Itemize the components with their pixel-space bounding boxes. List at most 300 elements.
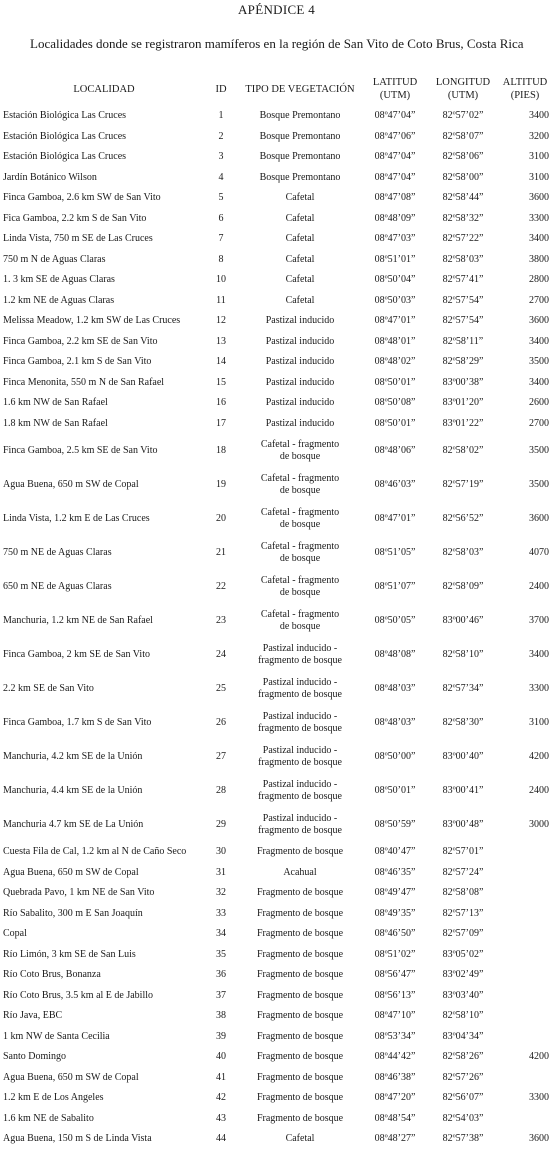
cell-localidad: Manchuria, 4.2 km SE de la Unión (3, 751, 143, 762)
table-row (3, 127, 551, 148)
cell-localidad: Cuesta Fila de Cal, 1.2 km al N de Caño Seco (3, 846, 187, 858)
vegetation-line-1: Cafetal (285, 192, 315, 204)
cell-localidad: Río Sabalito, 300 m E San Joaquín (3, 907, 143, 919)
cell-longitud: 83º04’34” (442, 1030, 484, 1042)
cell-localidad: 750 m NE de Aguas Claras (3, 547, 112, 558)
table-row (3, 393, 551, 414)
table-title: Localidades donde se registraron mamíferos en la región de San Vito de Coto Brus, Costa Rica (30, 36, 524, 51)
cell-id: 41 (216, 1071, 226, 1083)
cell-latitud: 08º48’03” (374, 717, 416, 728)
cell-tipo-vegetacion (237, 945, 363, 966)
cell-latitud: 08º46’35” (374, 866, 416, 878)
cell-longitud: 82º58’30” (442, 717, 484, 728)
vegetation-line-2: fragmento de bosque (258, 825, 342, 836)
cell-id: 27 (216, 751, 226, 762)
cell-tipo-vegetacion (237, 536, 363, 570)
cell-latitud: 08º48’08” (374, 649, 416, 660)
cell-tipo-vegetacion (237, 414, 363, 435)
vegetation-line-1: Pastizal inducido (265, 335, 335, 347)
cell-tipo-vegetacion (237, 1027, 363, 1048)
cell-tipo-vegetacion (237, 604, 363, 638)
header-longitud-unit: (UTM) (447, 90, 479, 101)
table-row (3, 311, 551, 332)
cell-id: 16 (216, 397, 226, 409)
header-altitud-label: ALTITUD (502, 77, 548, 88)
cell-id: 19 (216, 479, 226, 490)
cell-latitud: 08º46’38” (374, 1071, 416, 1083)
cell-longitud: 82º58’29” (442, 356, 484, 368)
cell-localidad: Estación Biológica Las Cruces (3, 110, 127, 122)
cell-latitud: 08º47’01” (374, 315, 416, 327)
header-altitud-unit: (PIES) (510, 90, 540, 101)
cell-tipo-vegetacion (237, 638, 363, 672)
cell-altitud: 3400 (529, 110, 549, 122)
cell-latitud: 08º51’02” (374, 948, 416, 960)
cell-longitud: 83º00’48” (442, 819, 484, 830)
cell-id: 36 (216, 969, 226, 981)
cell-altitud: 3300 (529, 683, 549, 694)
cell-id: 30 (216, 846, 226, 858)
cell-localidad: 650 m NE de Aguas Claras (3, 581, 112, 592)
cell-id: 34 (216, 928, 226, 940)
cell-longitud: 83º02’49” (442, 969, 484, 981)
cell-latitud: 08º48’01” (374, 335, 416, 347)
cell-tipo-vegetacion (237, 434, 363, 468)
cell-tipo-vegetacion (237, 774, 363, 808)
table-row (3, 270, 551, 291)
vegetation-line-1: Cafetal - fragmento (260, 609, 340, 620)
vegetation-line-1: Cafetal (285, 253, 315, 265)
cell-longitud: 82º57’09” (442, 928, 484, 940)
cell-latitud: 08º47’04” (374, 151, 416, 163)
cell-tipo-vegetacion (237, 706, 363, 740)
cell-localidad: Finca Gamboa, 2.1 km S de San Vito (3, 356, 152, 368)
cell-latitud: 08º49’47” (374, 887, 416, 899)
cell-longitud: 82º58’00” (442, 171, 484, 183)
vegetation-line-1: Bosque Premontano (259, 151, 341, 163)
cell-tipo-vegetacion (237, 188, 363, 209)
table-row (3, 604, 551, 638)
cell-id: 20 (216, 513, 226, 524)
cell-longitud: 83º03’40” (442, 989, 484, 1001)
cell-altitud (499, 924, 551, 945)
table-row (3, 414, 551, 435)
cell-localidad: Agua Buena, 650 m SW de Copal (3, 866, 139, 878)
vegetation-line-1: Pastizal inducido (265, 315, 335, 327)
vegetation-line-2: de bosque (279, 519, 321, 530)
cell-latitud: 08º48’54” (374, 1112, 416, 1124)
cell-longitud: 82º57’26” (442, 1071, 484, 1083)
cell-localidad: Copal (3, 928, 27, 940)
cell-latitud: 08º50’01” (374, 417, 416, 429)
table-row (3, 502, 551, 536)
table-row (3, 468, 551, 502)
cell-latitud: 08º50’59” (374, 819, 416, 830)
cell-longitud: 82º57’34” (442, 683, 484, 694)
cell-latitud: 08º47’06” (374, 130, 416, 142)
cell-latitud: 08º48’02” (374, 356, 416, 368)
cell-latitud: 08º44’42” (374, 1051, 416, 1063)
cell-localidad: Agua Buena, 150 m S de Linda Vista (3, 1133, 152, 1145)
cell-longitud: 83º05’02” (442, 948, 484, 960)
cell-longitud: 82º57’41” (442, 274, 484, 286)
cell-id: 35 (216, 948, 226, 960)
cell-tipo-vegetacion (237, 740, 363, 774)
cell-tipo-vegetacion (237, 986, 363, 1007)
cell-altitud: 3100 (529, 717, 549, 728)
cell-latitud: 08º47’04” (374, 110, 416, 122)
cell-tipo-vegetacion (237, 570, 363, 604)
cell-altitud: 4200 (529, 751, 549, 762)
cell-id: 14 (216, 356, 226, 368)
cell-id: 40 (216, 1051, 226, 1063)
vegetation-line-1: Bosque Premontano (259, 130, 341, 142)
cell-tipo-vegetacion (237, 270, 363, 291)
header-id: ID (215, 83, 227, 95)
cell-longitud: 82º58’11” (442, 335, 484, 347)
cell-altitud: 2400 (529, 785, 549, 796)
vegetation-line-1: Fragmento de bosque (256, 1010, 344, 1022)
vegetation-line-1: Fragmento de bosque (256, 1071, 344, 1083)
vegetation-line-1: Bosque Premontano (259, 110, 341, 122)
cell-longitud: 82º58’03” (442, 253, 484, 265)
cell-longitud: 82º57’19” (442, 479, 484, 490)
cell-tipo-vegetacion (237, 311, 363, 332)
vegetation-line-1: Pastizal inducido - (262, 779, 338, 790)
vegetation-line-1: Cafetal - fragmento (260, 575, 340, 586)
cell-latitud: 08º48’06” (374, 445, 416, 456)
table-row (3, 1129, 551, 1150)
cell-tipo-vegetacion (237, 468, 363, 502)
cell-id: 32 (216, 887, 226, 899)
header-row (3, 72, 551, 106)
cell-id: 28 (216, 785, 226, 796)
cell-id: 10 (216, 274, 226, 286)
cell-longitud: 82º58’03” (442, 547, 484, 558)
cell-tipo-vegetacion (237, 373, 363, 394)
vegetation-line-2: fragmento de bosque (258, 723, 342, 734)
cell-localidad: 2.2 km SE de San Vito (3, 683, 94, 694)
cell-altitud: 2600 (529, 397, 549, 409)
table-row (3, 638, 551, 672)
cell-localidad: Fica Gamboa, 2.2 km S de San Vito (3, 212, 147, 224)
header-longitud-label: LONGITUD (435, 77, 491, 88)
cell-id: 17 (216, 417, 226, 429)
cell-altitud: 3600 (529, 1133, 549, 1145)
table-row (3, 1027, 551, 1048)
cell-id: 23 (216, 615, 226, 626)
cell-longitud: 83º01’20” (442, 397, 484, 409)
table-row (3, 883, 551, 904)
vegetation-line-1: Fragmento de bosque (256, 969, 344, 981)
table-row (3, 1047, 551, 1068)
cell-localidad: Santo Domingo (3, 1051, 67, 1063)
cell-latitud: 08º51’07” (374, 581, 416, 592)
vegetation-line-2: de bosque (279, 485, 321, 496)
cell-longitud: 82º57’54” (442, 294, 484, 306)
table-row (3, 808, 551, 842)
table-row (3, 774, 551, 808)
cell-id: 15 (216, 376, 226, 388)
cell-altitud: 3400 (529, 376, 549, 388)
cell-altitud: 3400 (529, 649, 549, 660)
vegetation-line-1: Fragmento de bosque (256, 928, 344, 940)
cell-longitud: 82º58’06” (442, 151, 484, 163)
table-row (3, 570, 551, 604)
cell-altitud: 3000 (529, 819, 549, 830)
cell-id: 22 (216, 581, 226, 592)
appendix-heading: APÉNDICE 4 (237, 2, 316, 17)
cell-longitud: 82º58’08” (442, 887, 484, 899)
vegetation-line-1: Pastizal inducido (265, 376, 335, 388)
table-row (3, 904, 551, 925)
vegetation-line-1: Fragmento de bosque (256, 1051, 344, 1063)
cell-latitud: 08º47’20” (374, 1092, 416, 1104)
cell-latitud: 08º48’03” (374, 683, 416, 694)
cell-latitud: 08º48’09” (374, 212, 416, 224)
cell-localidad: Melissa Meadow, 1.2 km SW de Las Cruces (3, 315, 181, 327)
cell-longitud: 82º57’02” (442, 110, 484, 122)
cell-localidad: Agua Buena, 650 m SW de Copal (3, 1071, 139, 1083)
cell-longitud: 82º57’22” (442, 233, 484, 245)
cell-longitud: 82º58’26” (442, 1051, 484, 1063)
table-row (3, 332, 551, 353)
cell-latitud: 08º47’08” (374, 192, 416, 204)
cell-latitud: 08º40’47” (374, 846, 416, 858)
cell-localidad: 1 km NW de Santa Cecilia (3, 1030, 110, 1042)
cell-latitud: 08º47’01” (374, 513, 416, 524)
table-row (3, 291, 551, 312)
cell-id: 26 (216, 717, 226, 728)
header-tipo-vegetacion: TIPO DE VEGETACIÓN (245, 83, 355, 95)
cell-longitud: 82º58’09” (442, 581, 484, 592)
cell-longitud: 82º57’54” (442, 315, 484, 327)
cell-localidad: Estación Biológica Las Cruces (3, 130, 127, 142)
table-body (3, 106, 551, 1150)
vegetation-line-1: Pastizal inducido - (262, 643, 338, 654)
cell-tipo-vegetacion (237, 1109, 363, 1130)
header-latitud (363, 72, 427, 106)
cell-localidad: Río Java, EBC (3, 1010, 63, 1022)
cell-altitud: 2800 (529, 274, 549, 286)
cell-tipo-vegetacion (237, 106, 363, 127)
table-row (3, 842, 551, 863)
cell-altitud: 3800 (529, 253, 549, 265)
table-row (3, 945, 551, 966)
vegetation-line-1: Cafetal (285, 1133, 315, 1145)
cell-id: 18 (216, 445, 226, 456)
vegetation-line-1: Fragmento de bosque (256, 1112, 344, 1124)
cell-longitud: 82º57’13” (442, 907, 484, 919)
cell-localidad: Agua Buena, 650 m SW de Copal (3, 479, 139, 490)
table-row (3, 188, 551, 209)
cell-latitud: 08º50’01” (374, 376, 416, 388)
cell-id: 13 (216, 335, 226, 347)
cell-tipo-vegetacion (237, 1088, 363, 1109)
vegetation-line-1: Pastizal inducido - (262, 677, 338, 688)
cell-tipo-vegetacion (237, 808, 363, 842)
cell-longitud: 82º58’02” (442, 445, 484, 456)
cell-longitud: 82º54’03” (442, 1112, 484, 1124)
table-row (3, 924, 551, 945)
cell-latitud: 08º53’34” (374, 1030, 416, 1042)
cell-longitud: 83º00’41” (442, 785, 484, 796)
cell-tipo-vegetacion (237, 904, 363, 925)
cell-altitud: 2400 (529, 581, 549, 592)
vegetation-line-2: de bosque (279, 621, 321, 632)
cell-localidad: Estación Biológica Las Cruces (3, 151, 127, 163)
cell-altitud: 3600 (529, 513, 549, 524)
cell-tipo-vegetacion (237, 393, 363, 414)
cell-localidad: 1.6 km NW de San Rafael (3, 397, 108, 409)
cell-altitud (499, 1068, 551, 1089)
vegetation-line-1: Fragmento de bosque (256, 907, 344, 919)
cell-latitud: 08º50’08” (374, 397, 416, 409)
table-row (3, 536, 551, 570)
cell-tipo-vegetacion (237, 1129, 363, 1150)
table-row (3, 434, 551, 468)
cell-latitud: 08º51’01” (374, 253, 416, 265)
cell-longitud: 83º01’22” (442, 417, 484, 429)
cell-localidad: Linda Vista, 1.2 km E de Las Cruces (3, 513, 150, 524)
cell-tipo-vegetacion (237, 147, 363, 168)
vegetation-line-1: Fragmento de bosque (256, 846, 344, 858)
cell-altitud: 3500 (529, 445, 549, 456)
table-row (3, 986, 551, 1007)
cell-tipo-vegetacion (237, 924, 363, 945)
vegetation-line-1: Cafetal - fragmento (260, 541, 340, 552)
cell-id: 39 (216, 1030, 226, 1042)
vegetation-line-1: Pastizal inducido (265, 356, 335, 368)
cell-id: 1 (218, 110, 224, 122)
cell-localidad: Finca Menonita, 550 m N de San Rafael (3, 376, 165, 388)
cell-tipo-vegetacion (237, 502, 363, 536)
cell-altitud (499, 986, 551, 1007)
cell-localidad: Finca Gamboa, 2.5 km SE de San Vito (3, 445, 158, 456)
cell-longitud: 82º58’32” (442, 212, 484, 224)
cell-altitud (499, 1109, 551, 1130)
cell-localidad: Río Coto Brus, 3.5 km al E de Jabillo (3, 989, 153, 1001)
vegetation-line-1: Cafetal - fragmento (260, 473, 340, 484)
cell-tipo-vegetacion (237, 965, 363, 986)
table-row (3, 740, 551, 774)
cell-longitud: 82º57’01” (442, 846, 484, 858)
table-row (3, 1006, 551, 1027)
table-row (3, 1068, 551, 1089)
vegetation-line-1: Fragmento de bosque (256, 989, 344, 1001)
cell-tipo-vegetacion (237, 842, 363, 863)
cell-id: 31 (216, 866, 226, 878)
vegetation-line-2: fragmento de bosque (258, 655, 342, 666)
cell-tipo-vegetacion (237, 672, 363, 706)
cell-localidad: 1.2 km NE de Aguas Claras (3, 294, 115, 306)
cell-localidad: Finca Gamboa, 2 km SE de San Vito (3, 649, 150, 660)
cell-tipo-vegetacion (237, 1068, 363, 1089)
cell-latitud: 08º56’47” (374, 969, 416, 981)
cell-longitud: 82º58’10” (442, 649, 484, 660)
cell-altitud (499, 1006, 551, 1027)
cell-localidad: 1. 3 km SE de Aguas Claras (3, 274, 115, 286)
table-row (3, 863, 551, 884)
cell-id: 7 (218, 233, 224, 245)
cell-altitud (499, 883, 551, 904)
cell-altitud (499, 965, 551, 986)
cell-tipo-vegetacion (237, 883, 363, 904)
cell-tipo-vegetacion (237, 291, 363, 312)
cell-tipo-vegetacion (237, 209, 363, 230)
table-row (3, 373, 551, 394)
cell-latitud: 08º47’03” (374, 233, 416, 245)
vegetation-line-2: de bosque (279, 587, 321, 598)
cell-id: 42 (216, 1092, 226, 1104)
cell-longitud: 82º58’10” (442, 1010, 484, 1022)
cell-localidad: Manchuria 4.7 km SE de La Unión (3, 819, 144, 830)
table-row (3, 106, 551, 127)
table-row (3, 1088, 551, 1109)
cell-localidad: Manchuria, 1.2 km NE de San Rafael (3, 615, 153, 626)
header-localidad: LOCALIDAD (73, 83, 135, 95)
cell-id: 33 (216, 907, 226, 919)
cell-tipo-vegetacion (237, 332, 363, 353)
cell-altitud: 3500 (529, 479, 549, 490)
table-row (3, 209, 551, 230)
cell-id: 37 (216, 989, 226, 1001)
cell-id: 12 (216, 315, 226, 327)
cell-latitud: 08º49’35” (374, 907, 416, 919)
cell-longitud: 82º58’07” (442, 130, 484, 142)
vegetation-line-2: fragmento de bosque (258, 757, 342, 768)
cell-tipo-vegetacion (237, 250, 363, 271)
cell-altitud: 2700 (529, 417, 549, 429)
cell-altitud: 3300 (529, 1092, 549, 1104)
table-row (3, 672, 551, 706)
cell-latitud: 08º47’10” (374, 1010, 416, 1022)
cell-tipo-vegetacion (237, 863, 363, 884)
vegetation-line-1: Pastizal inducido (265, 417, 335, 429)
cell-altitud: 2700 (529, 294, 549, 306)
cell-latitud: 08º50’03” (374, 294, 416, 306)
cell-altitud: 3400 (529, 335, 549, 347)
cell-altitud: 4070 (529, 547, 549, 558)
cell-localidad: Quebrada Pavo, 1 km NE de San Vito (3, 887, 155, 899)
cell-tipo-vegetacion (237, 229, 363, 250)
vegetation-line-1: Cafetal (285, 274, 315, 286)
localities-table (3, 72, 551, 1150)
cell-localidad: Manchuria, 4.4 km SE de la Unión (3, 785, 143, 796)
cell-altitud: 3100 (529, 171, 549, 183)
vegetation-line-1: Fragmento de bosque (256, 1030, 344, 1042)
cell-localidad: Finca Gamboa, 2.2 km SE de San Vito (3, 335, 158, 347)
cell-id: 43 (216, 1112, 226, 1124)
cell-tipo-vegetacion (237, 352, 363, 373)
cell-id: 38 (216, 1010, 226, 1022)
cell-localidad: Río Coto Brus, Bonanza (3, 969, 101, 981)
vegetation-line-1: Fragmento de bosque (256, 948, 344, 960)
cell-localidad: Río Limón, 3 km SE de San Luis (3, 948, 136, 960)
cell-longitud: 82º57’38” (442, 1133, 484, 1145)
cell-localidad: Finca Gamboa, 1.7 km S de San Vito (3, 717, 152, 728)
vegetation-line-1: Cafetal (285, 294, 315, 306)
cell-latitud: 08º46’03” (374, 479, 416, 490)
header-latitud-label: LATITUD (372, 77, 418, 88)
vegetation-line-2: de bosque (279, 553, 321, 564)
vegetation-line-1: Acahual (283, 866, 317, 878)
cell-localidad: 1.2 km E de Los Angeles (3, 1092, 104, 1104)
cell-localidad: Linda Vista, 750 m SE de Las Cruces (3, 233, 153, 245)
cell-altitud: 3100 (529, 151, 549, 163)
table-row (3, 250, 551, 271)
cell-localidad: 1.6 km NE de Sabalito (3, 1112, 94, 1124)
